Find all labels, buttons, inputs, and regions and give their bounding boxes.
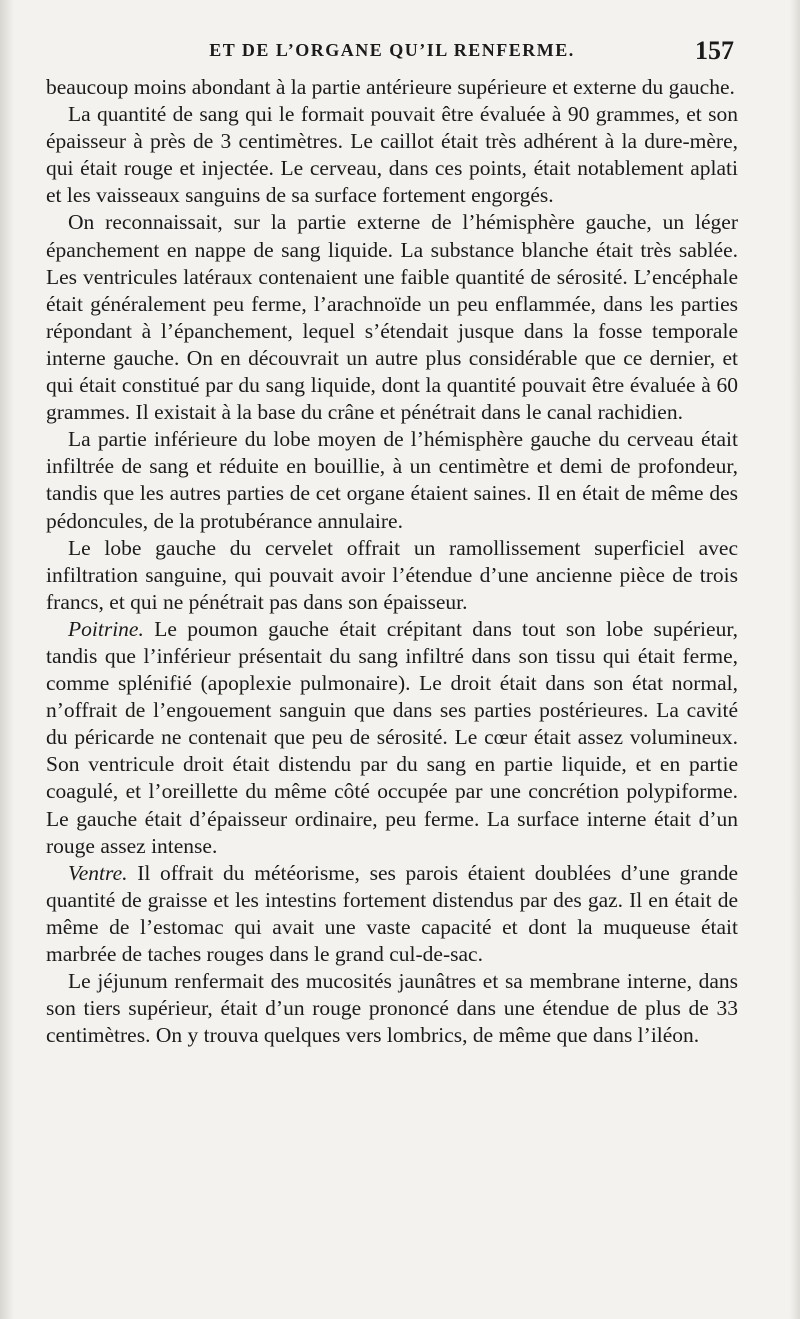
paragraph-text: La partie inférieure du lobe moyen de l’hémisphère gauche du cerveau était infiltrée de sang et réduite en bouillie, à un centimètre et demi de profondeur, tandis que les autres parties de cet organe étaient saines. Il en était de même des pédoncules, de la protubérance annulaire. — [46, 427, 738, 533]
paragraph-text: beaucoup moins abondant à la partie antérieure supérieure et externe du gauche. — [46, 75, 735, 99]
paragraph-continuation — [46, 74, 738, 101]
paragraph-text: On reconnaissait, sur la partie externe de l’hémisphère gauche, un léger épanchement en nappe de sang liquide. La substance blanche était très sablée. Les ventricules latéraux contenaient une faible quantité de sérosité. L’encéphale était généralement peu ferme, l’arachnoïde un peu enflammée, dans les parties répondant à l’épanchement, lequel s’étendait jusque dans la fosse temporale interne gauche. On en découvrait un autre plus considérable que ce dernier, et qui était constitué par du sang liquide, dont la quantité pouvait être évaluée à 60 grammes. Il existait à la base du crâne et pénétrait dans le canal rachidien. — [46, 210, 738, 425]
page-number: 157 — [695, 36, 734, 65]
paragraph-cervelet — [46, 535, 738, 616]
paragraph-text: Le poumon gauche était crépitant dans tout son lobe supérieur, tandis que l’inférieur présentait du sang infiltré dans son tissu qui était ferme, comme splénifié (apoplexie pulmonaire). Le droit était dans son état normal, n’offrait de l’engouement sanguin que dans ses parties postérieures. La cavité du péricarde ne contenait que peu de sérosité. Le cœur était assez volumineux. Son ventricule droit était distendu par du sang en partie liquide, et en partie coagulé, et l’oreillette du même côté occupée par une concrétion polypiforme. Le gauche était d’épaisseur ordinaire, peu ferme. La surface interne était d’un rouge assez intense. — [46, 616, 738, 858]
paragraph-text: La quantité de sang qui le formait pouvait être évaluée à 90 grammes, et son épaisseur à près de 3 centimètres. Le caillot était très adhérent à la dure-mère, qui était rouge et injectée. Le cerveau, dans ces points, était notablement aplati et les vaisseaux sanguins de sa surface fortement engorgés. — [46, 102, 738, 208]
running-title: ET DE L’ORGANE QU’IL RENFERME. — [209, 40, 575, 60]
paragraph-jejunum — [46, 968, 738, 1049]
paragraph-lead-ventre: Ventre. — [68, 860, 128, 885]
paragraph-hemisphere — [46, 209, 738, 426]
page-shadow-left — [0, 0, 14, 1319]
paragraph-text: Le jéjunum renfermait des mucosités jaunâtres et sa membrane interne, dans son tiers supérieur, était d’un rouge prononcé dans une étendue de plus de 33 centimètres. On y trouva quelques vers lombrics, de même que dans l’iléon. — [46, 969, 738, 1048]
page-shadow-right — [790, 0, 800, 1319]
paragraph-blood-quantity — [46, 101, 738, 209]
paragraph-text: Le lobe gauche du cervelet offrait un ramollissement superficiel avec infiltration sanguine, qui pouvait avoir l’étendue d’une ancienne pièce de trois francs, et qui ne pénétrait pas dans son épaisseur. — [46, 535, 738, 614]
paragraph-poitrine — [46, 616, 738, 860]
paragraph-lobe-moyen — [46, 426, 738, 534]
paragraph-text: Il offrait du météorisme, ses parois étaient doublées d’une grande quantité de graisse et les intestins fortement distendus par des gaz. Il en était de même de l’estomac qui avait une vaste capacité et dont la muqueuse était marbrée de taches rouges dans le grand cul-de-sac. — [46, 860, 738, 966]
running-head — [46, 36, 738, 66]
paragraph-ventre — [46, 860, 738, 968]
paragraph-lead-poitrine: Poitrine. — [68, 616, 144, 641]
body-text — [46, 74, 738, 1049]
